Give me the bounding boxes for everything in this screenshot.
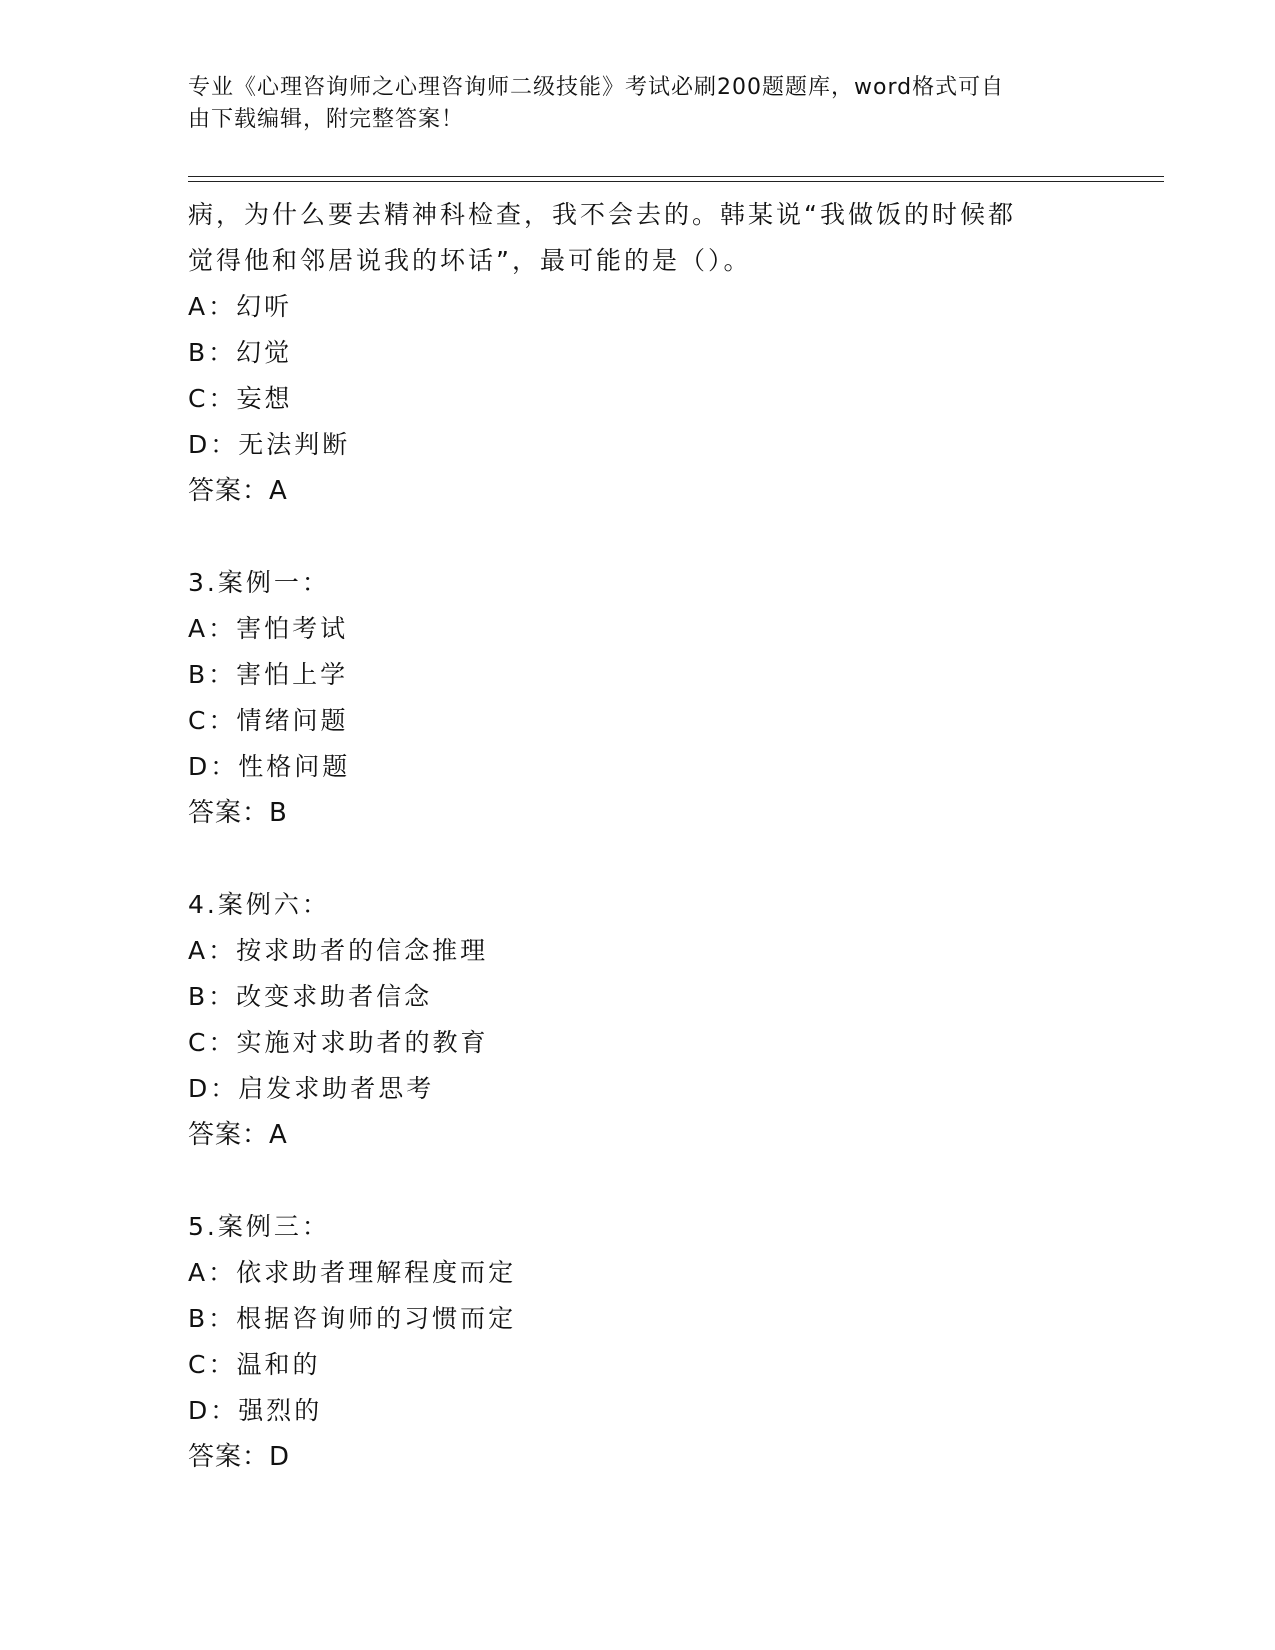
spacer [188, 514, 1128, 560]
option-c: C：温和的 [188, 1350, 321, 1379]
option-d: D：性格问题 [188, 752, 351, 781]
question-stem-line: 病，为什么要去精神科检查，我不会去的。韩某说“我做饭的时候都 [188, 200, 1016, 229]
header-title-line-2: 由下载编辑，附完整答案！ [188, 107, 465, 132]
question-stem: 4.案例六： [188, 890, 330, 919]
option-b: B：害怕上学 [188, 660, 349, 689]
option-a: A：依求助者理解程度而定 [188, 1258, 517, 1287]
option-d: D：强烈的 [188, 1396, 323, 1425]
option-b: B：改变求助者信念 [188, 982, 433, 1011]
option-b: B：幻觉 [188, 338, 293, 367]
header-divider-bottom [188, 181, 1164, 182]
answer-line: 答案：A [188, 1120, 288, 1150]
question-stem: 5.案例三： [188, 1212, 330, 1241]
option-b: B：根据咨询师的习惯而定 [188, 1304, 517, 1333]
spacer [188, 836, 1128, 882]
option-a: A：按求助者的信念推理 [188, 936, 489, 965]
option-a: A：害怕考试 [188, 614, 349, 643]
question-block [188, 1204, 1128, 1480]
answer-line: 答案：A [188, 476, 288, 506]
option-a: A：幻听 [188, 292, 293, 321]
question-list [188, 192, 1128, 1480]
answer-line: 答案：B [188, 798, 288, 828]
question-block [188, 192, 1128, 514]
question-block [188, 882, 1128, 1158]
question-block [188, 560, 1128, 836]
option-d: D：启发求助者思考 [188, 1074, 435, 1103]
option-c: C：实施对求助者的教育 [188, 1028, 489, 1057]
option-c: C：妄想 [188, 384, 293, 413]
header-divider-top [188, 176, 1164, 177]
spacer [188, 1158, 1128, 1204]
option-d: D：无法判断 [188, 430, 351, 459]
option-c: C：情绪问题 [188, 706, 349, 735]
header-title-line-1: 专业《心理咨询师之心理咨询师二级技能》考试必刷200题题库，word格式可自 [188, 75, 1005, 100]
document-header [188, 72, 1068, 136]
question-stem-line: 觉得他和邻居说我的坏话”，最可能的是（）。 [188, 246, 752, 275]
question-stem: 3.案例一： [188, 568, 330, 597]
answer-line: 答案：D [188, 1442, 291, 1472]
